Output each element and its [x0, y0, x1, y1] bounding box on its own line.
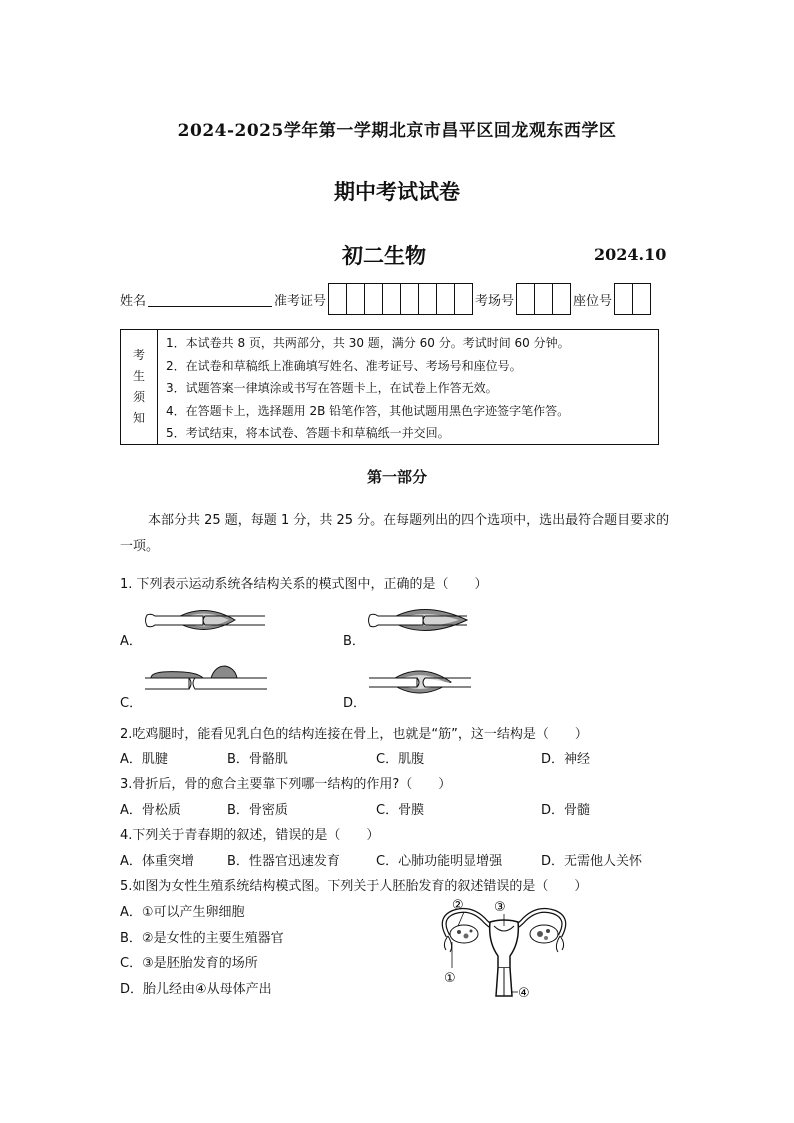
figure-label-1: ①	[444, 971, 456, 986]
q1-stem: 1. 下列表示运动系统各结构关系的模式图中，正确的是（ ）	[120, 577, 488, 592]
part1-intro: 本部分共 25 题，每题 1 分，共 25 分。在每题列出的四个选项中，选出最符合题目要求的一项。	[120, 513, 670, 554]
q4-option-d[interactable]: D．无需他人关怀	[541, 854, 643, 869]
candidate-info-row	[120, 283, 653, 315]
name-field[interactable]	[148, 305, 272, 307]
q3-option-b[interactable]: B．骨密质	[227, 803, 288, 818]
q3-stem: 3.骨折后，骨的愈合主要靠下列哪一结构的作用?（ ）	[120, 777, 452, 792]
figure-label-3: ③	[494, 900, 506, 915]
q3-option-c[interactable]: C．骨膜	[376, 803, 425, 818]
notice-side-label: 考 生 须 知	[121, 330, 158, 444]
q4-option-c[interactable]: C．心肺功能明显增强	[376, 854, 503, 869]
q2-option-d[interactable]: D．神经	[541, 752, 591, 767]
q4-option-b[interactable]: B．性器官迅速发育	[227, 854, 340, 869]
figure-label-2: ②	[452, 898, 464, 913]
seat-boxes[interactable]	[614, 283, 651, 315]
notice-item: 2．在试卷和草稿纸上准确填写姓名、准考证号、考场号和座位号。	[166, 358, 522, 373]
seat-label: 座位号	[573, 293, 613, 309]
q1-figure-a	[143, 603, 269, 639]
q5-option-b[interactable]: B．②是女性的主要生殖器官	[120, 931, 284, 946]
candidate-notice-box	[120, 329, 659, 445]
notice-item: 3．试题答案一律填涂或书写在答题卡上，在试卷上作答无效。	[166, 381, 498, 395]
q2-stem: 2.吃鸡腿时，能看见乳白色的结构连接在骨上，也就是“筋”，这一结构是（ ）	[120, 727, 588, 742]
q5-stem: 5.如图为女性生殖系统结构模式图。下列关于人胚胎发育的叙述错误的是（ ）	[120, 879, 588, 894]
room-boxes[interactable]	[516, 283, 571, 315]
q5-option-a[interactable]: A．①可以产生卵细胞	[120, 905, 245, 920]
q2-option-c[interactable]: C．肌腹	[376, 752, 425, 767]
female-reproductive-system-figure	[428, 896, 578, 1002]
q1-figure-c	[143, 664, 269, 700]
figure-label-4: ④	[518, 986, 530, 1001]
q2-option-b[interactable]: B．骨骼肌	[227, 752, 288, 767]
q2-option-a[interactable]: A．肌腱	[120, 752, 168, 767]
q1-option-a[interactable]: A．	[120, 634, 142, 649]
q3-option-d[interactable]: D．骨髓	[541, 803, 591, 818]
q5-option-d[interactable]: D．胎儿经由④从母体产出	[120, 982, 272, 997]
exam-subtitle: 期中考试试卷	[334, 179, 460, 204]
notice-item: 5．考试结束，将本试卷、答题卡和草稿纸一并交回。	[166, 426, 450, 440]
notice-items	[158, 330, 658, 444]
q4-option-a[interactable]: A．体重突增	[120, 854, 194, 869]
q1-option-c[interactable]: C．	[120, 696, 143, 711]
name-label: 姓名	[120, 293, 147, 309]
room-label: 考场号	[475, 293, 515, 309]
q1-option-d[interactable]: D．	[343, 696, 367, 711]
notice-item: 1．本试卷共 8 页，共两部分，共 30 题，满分 60 分。考试时间 60 分钟。	[166, 336, 570, 350]
exam-id-label: 准考证号	[274, 293, 327, 309]
notice-item: 4．在答题卡上，选择题用 2B 铅笔作答，其他试题用黑色字迹签字笔作答。	[166, 403, 570, 418]
q1-figure-d	[367, 664, 473, 702]
exam-date: 2024.10	[594, 245, 667, 264]
q3-option-a[interactable]: A．骨松质	[120, 803, 181, 818]
subject-title: 初二生物	[342, 243, 426, 268]
q1-figure-b	[367, 603, 469, 639]
q1-option-b[interactable]: B．	[343, 634, 365, 649]
exam-title: 2024-2025学年第一学期北京市昌平区回龙观东西学区	[177, 121, 617, 141]
part1-title: 第一部分	[366, 468, 427, 486]
q5-option-c[interactable]: C．③是胚胎发育的场所	[120, 956, 258, 971]
q4-stem: 4.下列关于青春期的叙述，错误的是（ ）	[120, 828, 380, 843]
exam-id-boxes[interactable]	[328, 283, 473, 315]
